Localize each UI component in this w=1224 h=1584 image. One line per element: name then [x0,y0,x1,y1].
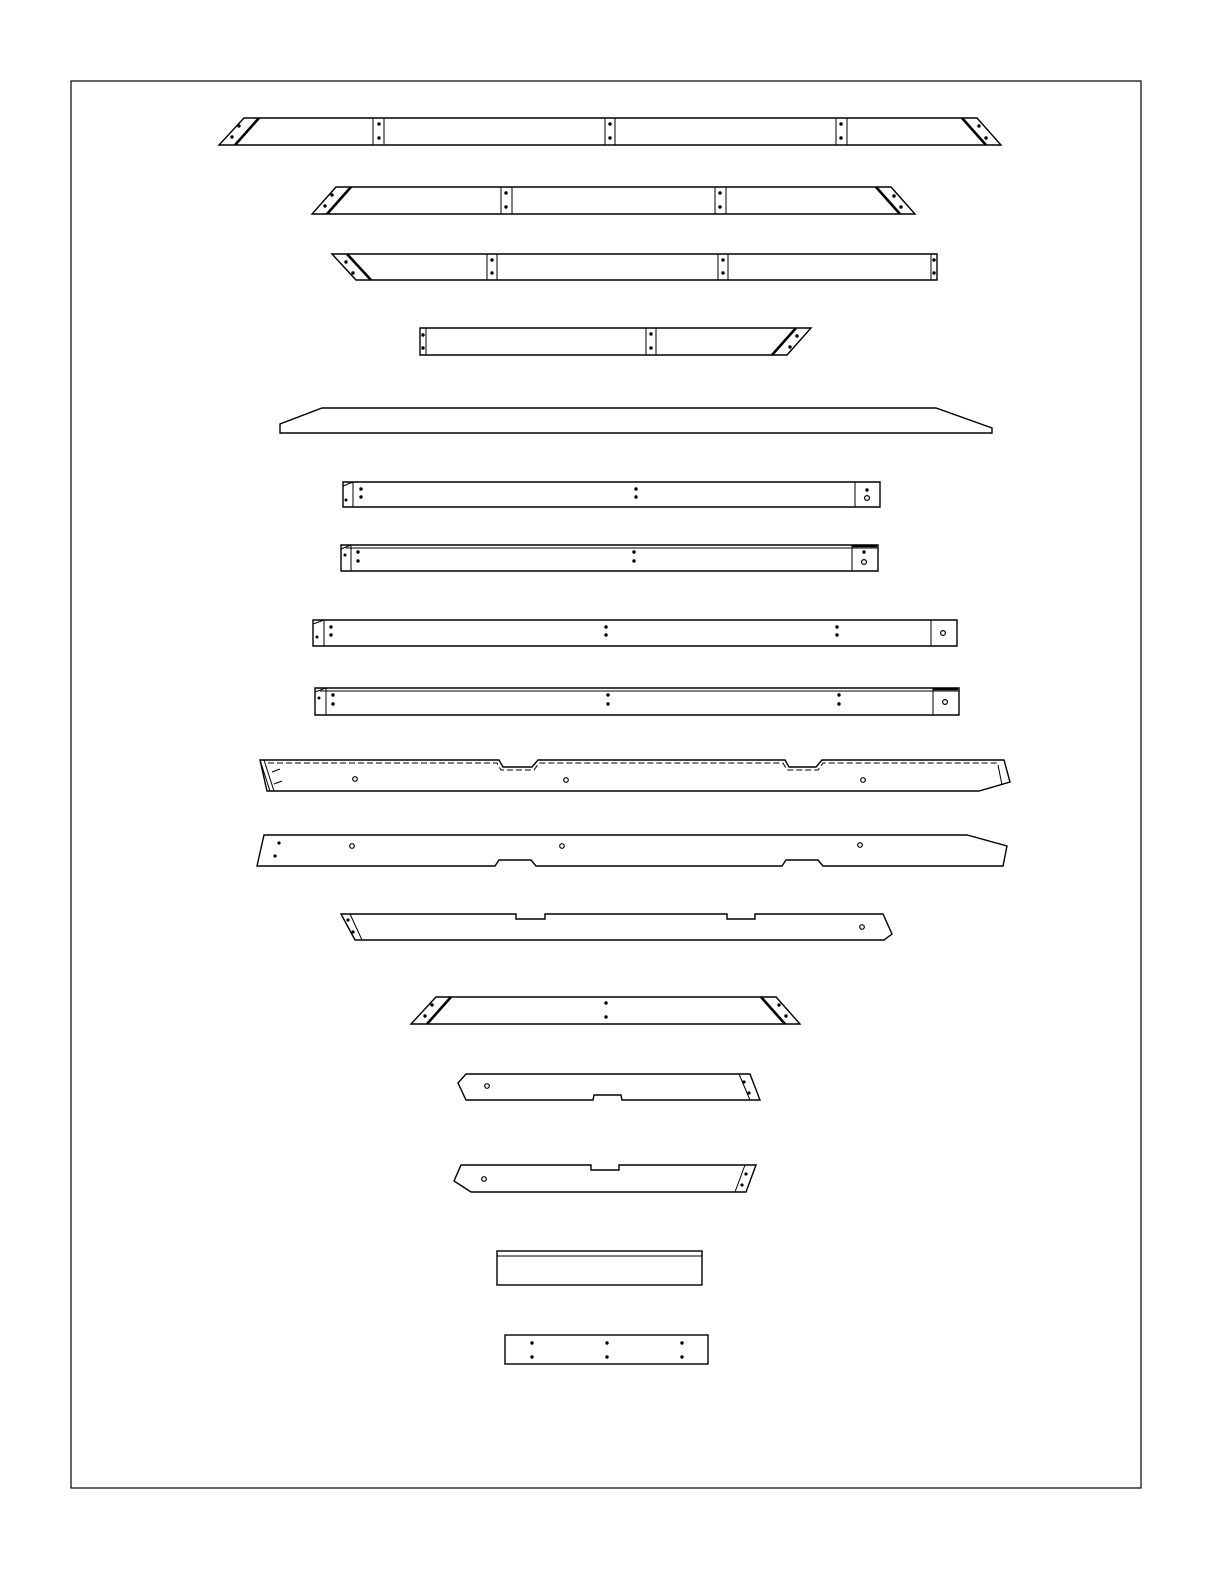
part-4-beam [420,328,811,355]
part-9-rail [315,688,959,715]
part-13-beam [411,997,800,1024]
part-8-rail [313,620,957,646]
part-10-stringer [260,760,1010,791]
part-1-long-beam [219,118,1001,145]
part-6-rail [343,482,880,507]
part-17-board [505,1335,708,1364]
part-12-stringer [341,914,892,940]
part-2-beam [312,187,915,214]
part-11-stringer [257,835,1007,866]
part-15-stringer [454,1165,756,1192]
part-7-rail [341,545,878,571]
part-16-block [497,1251,702,1285]
part-14-stringer [458,1074,760,1100]
part-5-plank [280,408,992,433]
part-3-beam [332,254,937,280]
